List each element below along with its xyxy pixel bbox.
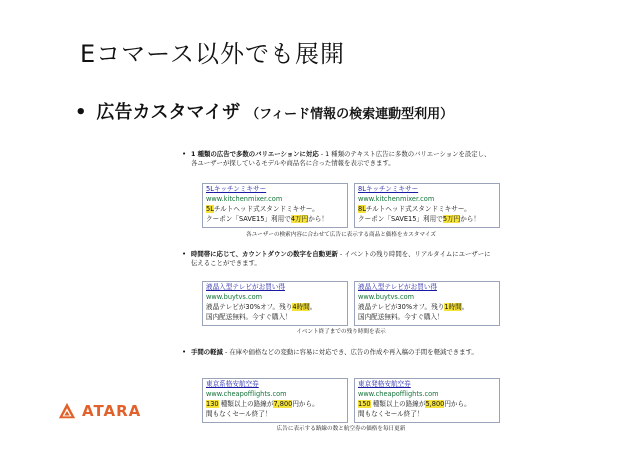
ad-highlight: 4万円 [290, 215, 309, 223]
ad-title-prefix: 5L [206, 185, 214, 193]
section-rest-text: - 1 種類のテキスト広告に多数のバリエーションを設定し、各ユーザーが探しているモデルや商品名に合った情報を表示できます。 [191, 150, 491, 167]
slide-subheading: （フィード情報の検索連動型利用） [246, 107, 454, 122]
section-bold-text: 1 種類の広告で多数のバリエーションに対応 [191, 150, 319, 158]
ad-desc-pre: クーポン「SAVE15」利用で [206, 215, 291, 223]
ad-title-link[interactable] [203, 184, 347, 194]
ad-title-link[interactable]: 東京発格安航空券 [358, 380, 411, 388]
ad-desc-post: 円から。 [444, 400, 471, 408]
ad-desc-text: チルトヘッド式スタンドミキサー。 [213, 205, 319, 213]
slide-title: Eコマース以外でも展開 [80, 40, 345, 68]
ad-customizer-panel [182, 150, 500, 446]
ad-preview [354, 183, 500, 228]
ad-preview [202, 378, 348, 423]
ad-highlight: 7,800 [273, 400, 293, 408]
section-rest-text: - イベントの残り時間を、リアルタイムにユーザーに伝えることができます。 [191, 250, 491, 267]
ad-desc-pre: 液晶テレビが30%オフ。残り [206, 303, 293, 311]
section-description [191, 150, 496, 167]
ad-desc-post: 。 [461, 303, 469, 311]
ad-description-2: 間もなくセール終了！ [206, 410, 272, 418]
bullet-heading-row [75, 98, 453, 124]
ad-url: www.buytvs.com [206, 293, 263, 301]
section-caption: 広告に表示する路線の数と航空券の価格を毎日更新 [276, 426, 406, 432]
ad-description-1 [203, 399, 347, 409]
ad-desc-mid: 種類以上の路線が [218, 400, 274, 408]
ad-highlight: 130 [206, 400, 219, 408]
section-bullet: • [182, 250, 187, 258]
ad-highlight: 150 [358, 400, 371, 408]
ad-desc-pre: 液晶テレビが30%オフ。残り [358, 303, 445, 311]
ad-description-1 [355, 399, 499, 409]
ad-preview [202, 281, 348, 326]
ad-description-1 [203, 302, 347, 312]
ad-highlight: 5,800 [425, 400, 445, 408]
ad-highlight: 1時間 [444, 303, 462, 311]
ad-url: www.buytvs.com [358, 293, 415, 301]
section-bold-text: 手間の軽減 [191, 348, 223, 356]
bullet-dot: • [75, 102, 87, 123]
ad-desc-post: 。 [309, 303, 317, 311]
ad-url: www.kitchenmixer.com [206, 195, 283, 203]
slide-heading: 広告カスタマイザ [96, 102, 241, 123]
ad-desc-post: から！ [308, 215, 328, 223]
ad-desc-post: から！ [460, 215, 480, 223]
ad-highlight: 4時間 [292, 303, 310, 311]
section-description [191, 348, 496, 357]
section-caption: 各ユーザーの検索内容に合わせて広告に表示する商品と価格をカスタマイズ [245, 232, 437, 238]
ad-title-text: キッチンミキサー [213, 185, 267, 193]
ad-url: www.kitchenmixer.com [358, 195, 435, 203]
ad-description-1 [355, 204, 499, 214]
atara-logo-icon [58, 402, 76, 420]
ad-preview [354, 378, 500, 423]
section-bold-text: 時間帯に応じて、カウントダウンの数字を自動更新 [191, 250, 338, 258]
atara-logo [58, 402, 141, 420]
ad-title-link[interactable]: 東京系格安航空券 [206, 380, 259, 388]
ad-highlight: 8L [358, 205, 366, 213]
section-bullet: • [182, 150, 187, 158]
ad-preview [202, 183, 348, 228]
ad-description-1 [203, 204, 347, 214]
section-description [191, 250, 496, 267]
ad-url: www.cheapofflights.com [206, 390, 287, 398]
ad-title-text: キッチンミキサー [365, 185, 419, 193]
section-bullet: • [182, 348, 187, 356]
ad-description-2: 国内配送無料。今すぐ購入！ [206, 313, 292, 321]
ad-title-link[interactable]: 液晶入型テレビがお買い得 [358, 283, 437, 291]
section-rest-text: - 在庫や価格などの変動に容易に対応でき、広告の作成や再入稿の手間を軽減できます。 [222, 348, 478, 356]
ad-title-link[interactable] [355, 184, 499, 194]
ad-title-link[interactable]: 液晶入型テレビがお買い得 [206, 283, 285, 291]
ad-description-2 [203, 214, 347, 224]
ad-url: www.cheapofflights.com [358, 390, 439, 398]
ad-description-2: 国内配送無料。今すぐ購入！ [358, 313, 444, 321]
ad-title-prefix: 8L [358, 185, 366, 193]
ad-description-2: 間もなくセール終了！ [358, 410, 424, 418]
ad-desc-post: 円から。 [292, 400, 319, 408]
section-caption: イベント終了までの残り時間を表示 [296, 329, 386, 335]
ad-highlight: 5万円 [442, 215, 461, 223]
ad-highlight: 5L [206, 205, 214, 213]
ad-preview [354, 281, 500, 326]
ad-description-2 [355, 214, 499, 224]
ad-desc-pre: クーポン「SAVE15」利用で [358, 215, 443, 223]
logo-text: ATARA [82, 402, 142, 420]
ad-desc-text: チルトヘッド式スタンドミキサー。 [365, 205, 471, 213]
ad-desc-mid: 種類以上の路線が [370, 400, 426, 408]
ad-description-1 [355, 302, 499, 312]
